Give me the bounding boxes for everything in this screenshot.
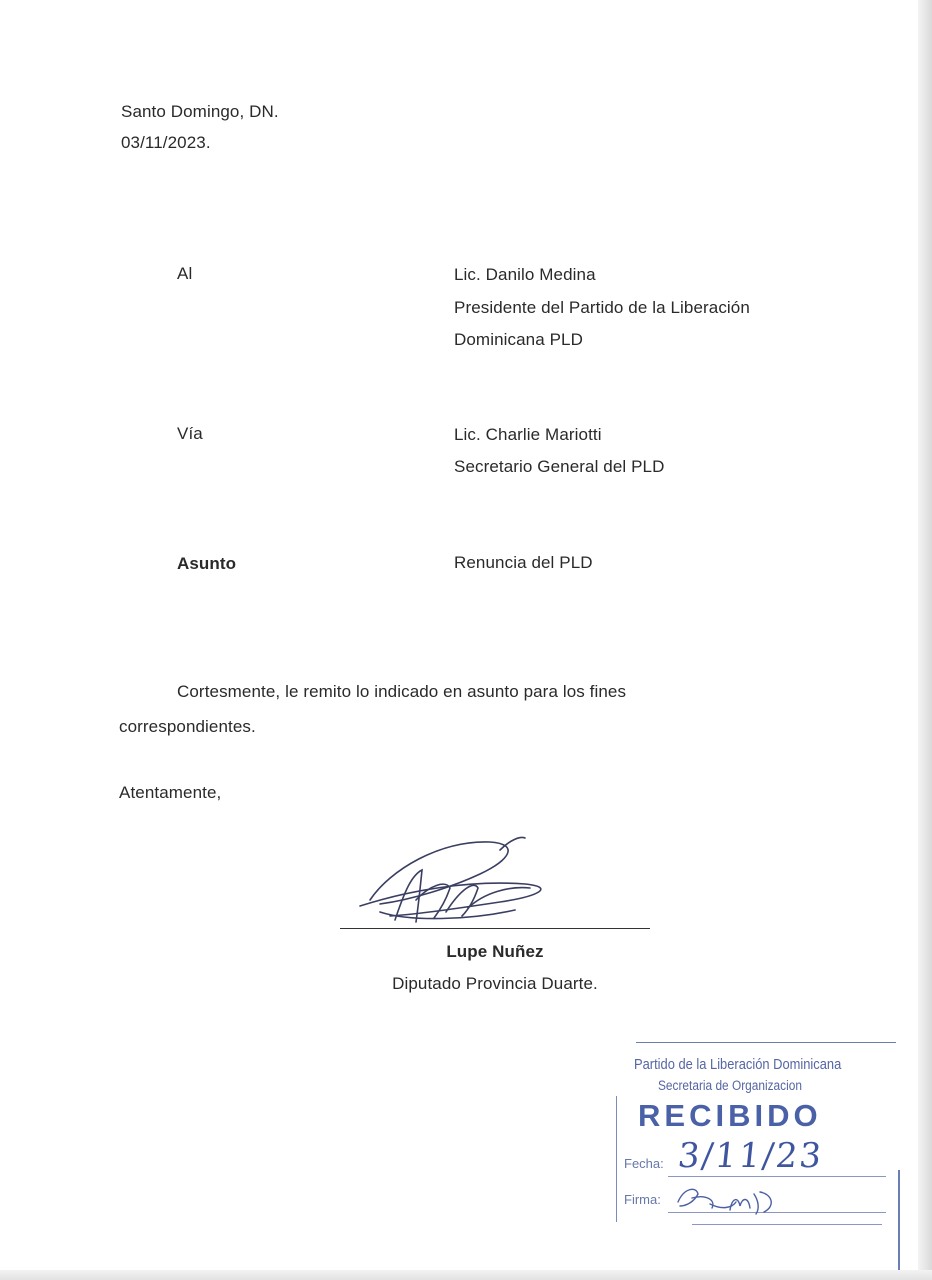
via-name: Lic. Charlie Mariotti [454,425,602,444]
letter-place: Santo Domingo, DN. [121,102,279,121]
subject-label: Asunto [177,554,237,573]
body-line-2: correspondientes. [119,717,256,736]
closing: Atentamente, [119,783,222,802]
signer-name: Lupe Nuñez [446,942,544,961]
signature-line [340,928,650,929]
stamp-signature-scribble [672,1180,782,1220]
stamp-organization: Partido de la Liberación Dominicana [634,1056,842,1073]
stamp-date-value: 3/11/23 [675,1136,826,1176]
recipient-title-line1: Presidente del Partido de la Liberación [454,298,750,317]
recipient-label-al: Al [177,264,193,283]
body-line-1: Cortesmente, le remito lo indicado en asunto para los fines [177,682,627,701]
stamp-department: Secretaria de Organizacion [658,1078,802,1093]
stamp-date-rule [668,1176,886,1177]
stamp-left-rule [616,1096,617,1222]
recipient-label-via: Vía [177,424,203,443]
signer-title: Diputado Provincia Duarte. [392,974,598,993]
stamp-right-rule [898,1170,900,1270]
stamp-signature-label: Firma: [624,1192,661,1207]
letter-date: 03/11/2023. [121,133,211,152]
stamp-top-rule [636,1042,896,1043]
received-stamp [612,1040,900,1230]
via-title: Secretario General del PLD [454,457,665,476]
recipient-title-line2: Dominicana PLD [454,330,583,349]
page-bottom-shadow [0,1270,932,1280]
handwritten-signature [350,830,570,940]
stamp-date-label: Fecha: [624,1156,664,1171]
page-edge-shadow [918,0,932,1280]
subject-text: Renuncia del PLD [454,553,593,572]
stamp-bottom-rule [692,1224,882,1225]
recipient-name: Lic. Danilo Medina [454,265,596,284]
stamp-status: RECIBIDO [638,1098,822,1133]
